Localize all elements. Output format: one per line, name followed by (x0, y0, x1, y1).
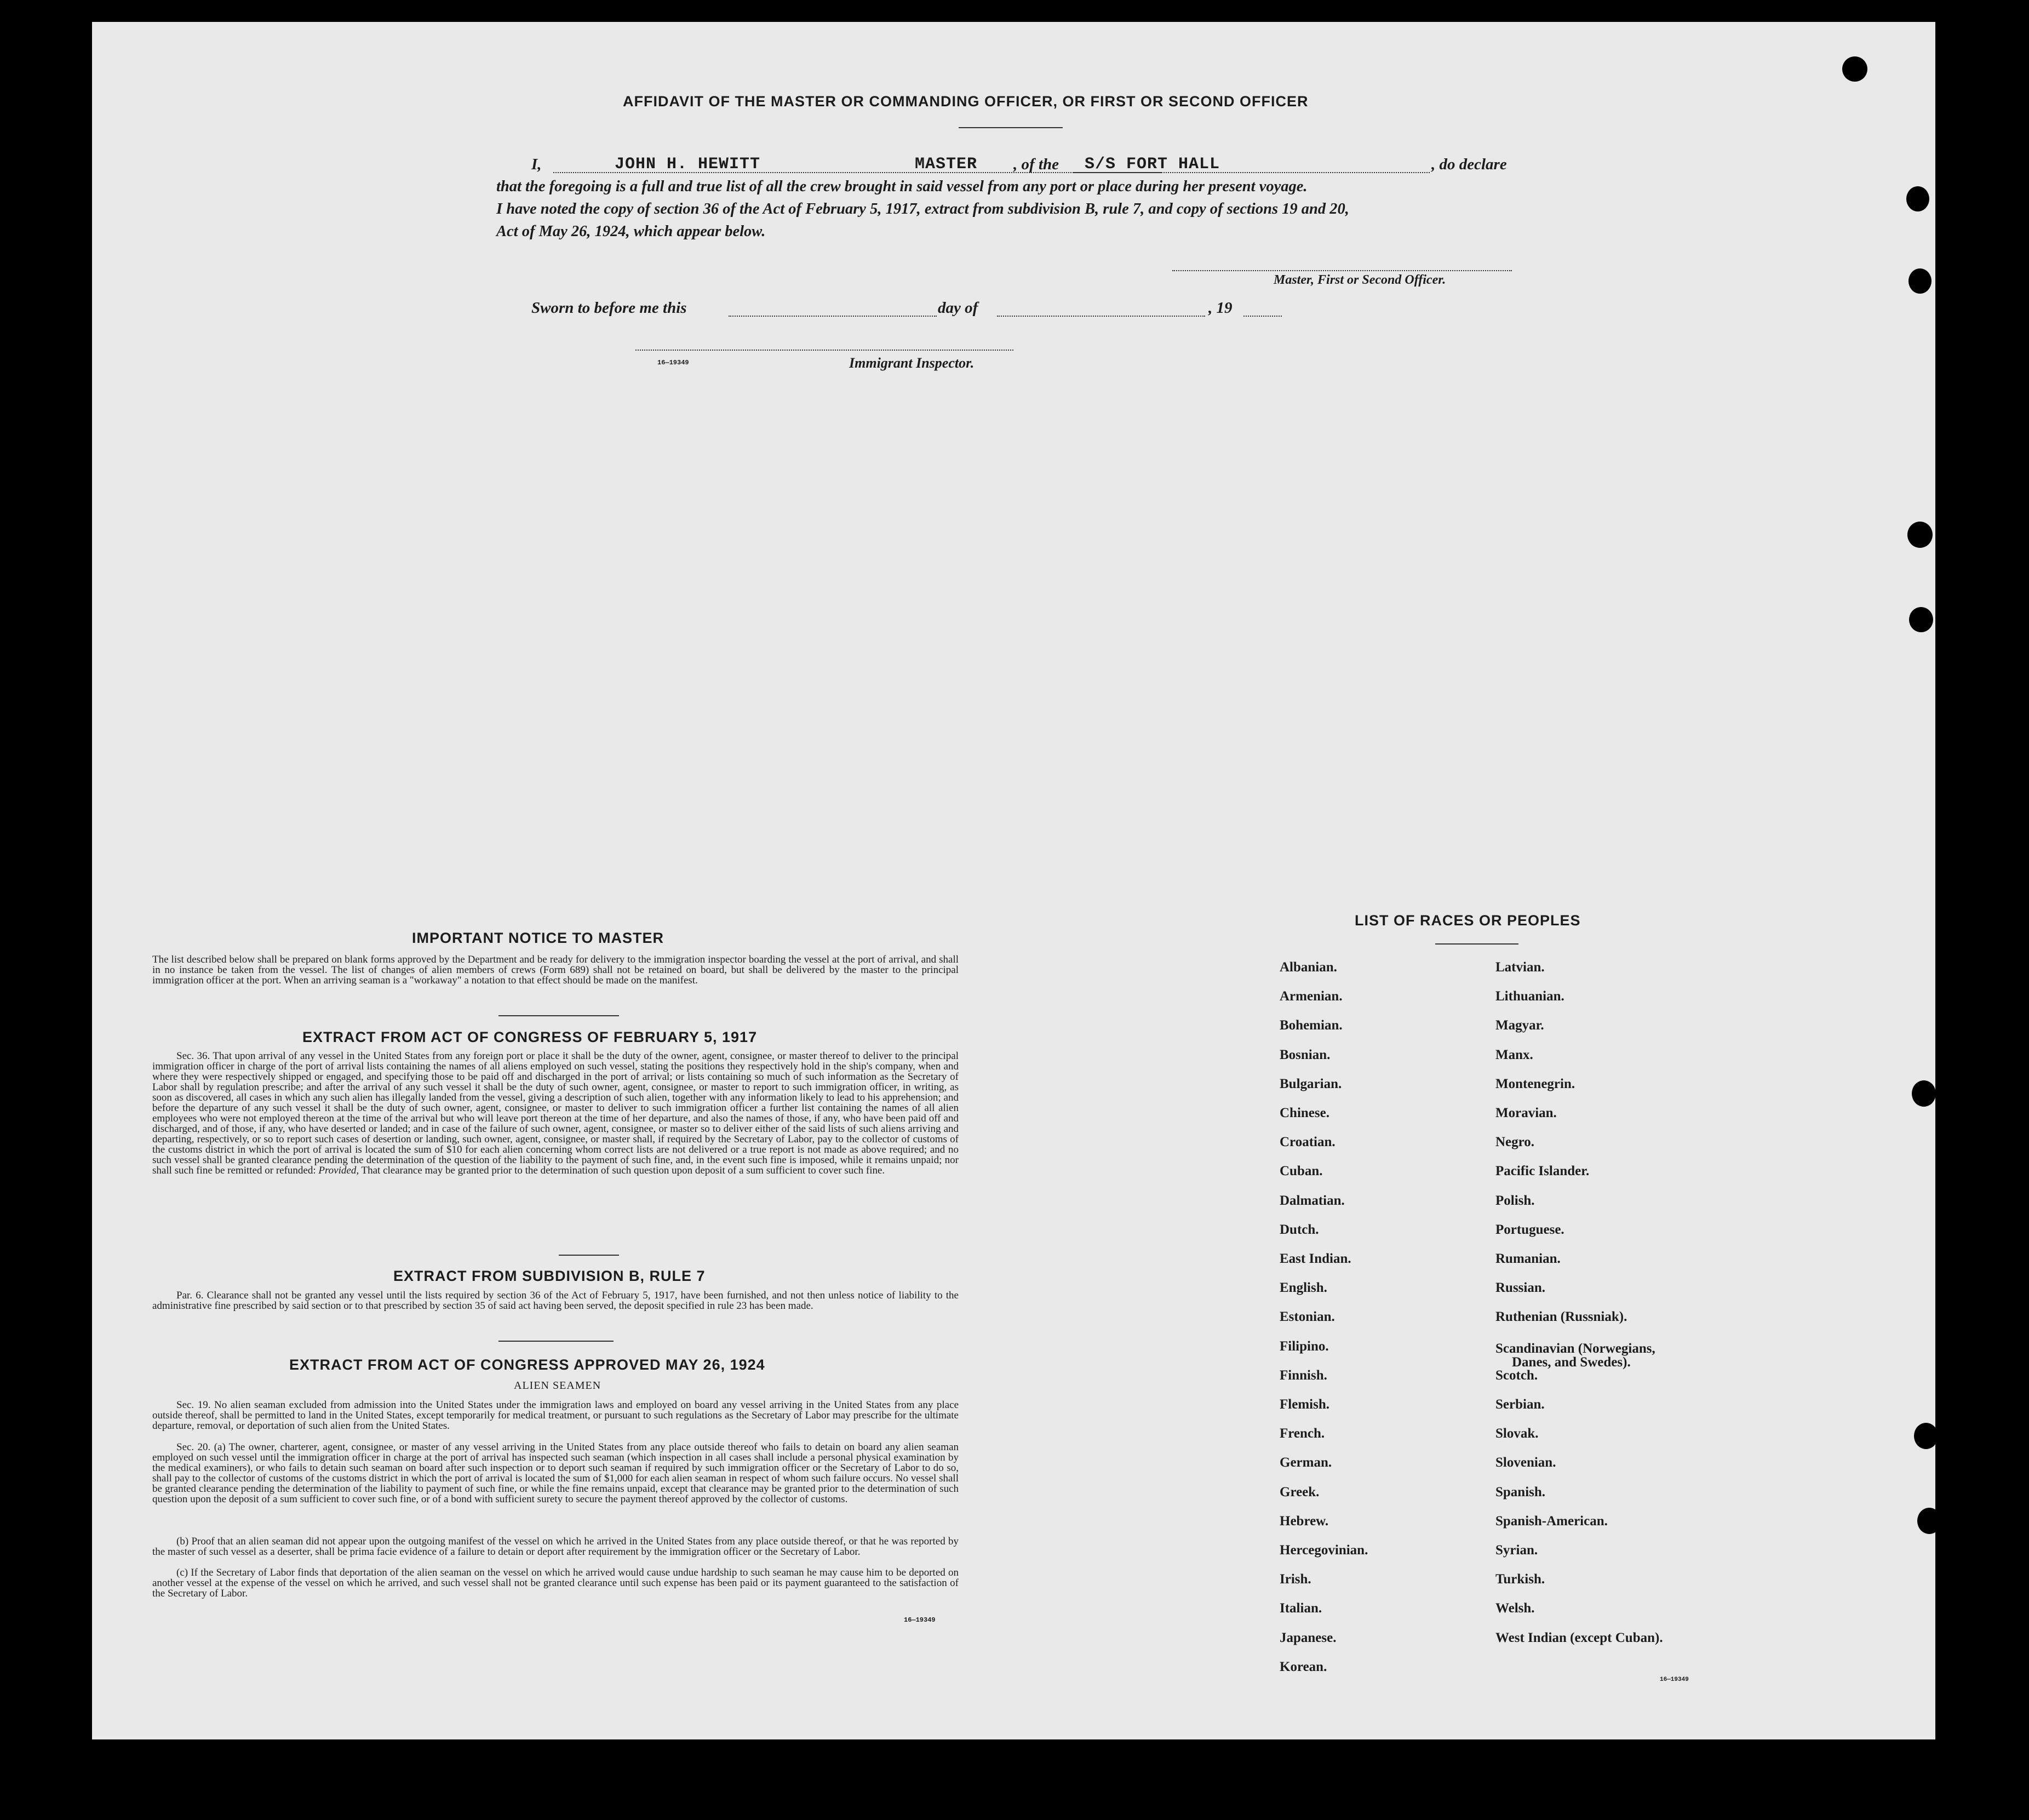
race-item: Bohemian. (1280, 1018, 1343, 1033)
divider (498, 1341, 614, 1342)
race-item: Dutch. (1280, 1222, 1319, 1237)
section-19-label: Sec. 19. (176, 1399, 211, 1411)
race-item: Greek. (1280, 1485, 1320, 1500)
race-item: West Indian (except Cuban). (1495, 1630, 1663, 1645)
race-item: Scandinavian (Norwegians, (1495, 1341, 1655, 1356)
rank-field[interactable]: MASTER (915, 155, 978, 174)
declaration-line-1 (531, 153, 1534, 176)
race-item: French. (1280, 1426, 1325, 1441)
sworn-day-field[interactable] (729, 316, 937, 317)
section-19-body: No alien seaman excluded from admission into the United States under the immigration laws and employed on board any vessel arriving in the United States from any place outside thereof, shall be permitted to land in the United States, except temporarily for medical treatment, or pursuant to such regulations as the Secretary of Labor may prescribe for the ultimate departure, removal, or deportation of such alien from the United States. (152, 1399, 959, 1432)
races-title: LIST OF RACES OR PEOPLES (1355, 912, 1581, 929)
race-item: Negro. (1495, 1135, 1535, 1149)
extract-1917-title: EXTRACT FROM ACT OF CONGRESS OF FEBRUARY 5, 1917 (302, 1029, 758, 1045)
race-item: Rumanian. (1495, 1251, 1561, 1266)
race-item: Albanian. (1280, 960, 1337, 975)
sworn-month-field[interactable] (997, 316, 1205, 317)
race-item: Japanese. (1280, 1630, 1337, 1645)
race-item: Estonian. (1280, 1309, 1335, 1324)
punch-hole (1908, 268, 1931, 294)
of-the-text: , of the (1013, 156, 1059, 173)
race-item: German. (1280, 1455, 1332, 1470)
punch-hole (1912, 1080, 1936, 1107)
race-item: Syrian. (1495, 1543, 1538, 1558)
inspector-label: Immigrant Inspector. (849, 355, 975, 371)
day-of-text: day of (938, 299, 978, 317)
divider (1435, 943, 1518, 945)
race-item: Cuban. (1280, 1164, 1323, 1178)
punch-hole (1909, 607, 1933, 632)
race-item: Serbian. (1495, 1397, 1545, 1412)
race-item: Flemish. (1280, 1397, 1329, 1412)
alien-seamen-subtitle: ALIEN SEAMEN (514, 1380, 601, 1392)
race-item: Bulgarian. (1280, 1077, 1342, 1091)
notice-title: IMPORTANT NOTICE TO MASTER (412, 930, 664, 946)
race-item: Lithuanian. (1495, 989, 1564, 1004)
race-item: Welsh. (1495, 1601, 1535, 1616)
section-36-label: Sec. 36. (176, 1050, 210, 1062)
race-item: Portuguese. (1495, 1222, 1564, 1237)
race-item: Slovenian. (1495, 1455, 1556, 1470)
subdivision-b-text: Par. 6. Clearance shall not be granted any vessel until the lists required by section 36 of the Act of February 5, 1917, have been furnished, and not then unless notice of liability to the administrative fine prescribed by said section or to that prescribed by section 35 of said act having been served, the deposit specified in rule 23 has been made. (152, 1290, 959, 1312)
punch-hole (1907, 522, 1933, 548)
punch-hole (1917, 1508, 1941, 1534)
notice-form-number: 16—19349 (904, 1616, 936, 1624)
race-item: English. (1280, 1280, 1327, 1295)
section-19-text (152, 1400, 959, 1431)
declaration-pronoun: I, (531, 156, 542, 173)
race-item: Korean. (1280, 1659, 1327, 1674)
race-item: Pacific Islander. (1495, 1164, 1590, 1178)
race-item: Spanish-American. (1495, 1514, 1608, 1529)
signature-label: Master, First or Second Officer. (1274, 273, 1446, 287)
section-20a-body: (a) The owner, charterer, agent, consignee, or master of any vessel arriving in the United States from any place outside thereof who fails to detain on board any alien seaman employed on such vessel until the immigration officer in charge at the port of arrival has inspected such seaman (which inspection in all cases shall include a personal physical examination by the medical examiners), or who fails to detain such seaman on board after such inspection or to deport such seaman if required by such immigration officer or the Secretary of Labor to do so, shall pay to the collector of customs of the customs district in which the port of arrival is located the sum of $1,000 for each alien seaman in respect of whom such failure occurs. No vessel shall be granted clearance pending the determination of the liability to payment of such fine, or while the fine remains unpaid, except that clearance may be granted prior to the determination of such question upon the deposit of a sum sufficient to cover such fine, or of a bond with sufficient surety to secure the payment thereof approved by the collector of customs. (152, 1441, 959, 1505)
divider (559, 1255, 619, 1256)
title-divider (959, 127, 1063, 128)
race-item: East Indian. (1280, 1251, 1351, 1266)
race-item: Filipino. (1280, 1339, 1329, 1354)
race-item: Slovak. (1495, 1426, 1539, 1441)
race-item: Moravian. (1495, 1106, 1557, 1120)
race-item: Croatian. (1280, 1135, 1336, 1149)
inspector-signature-line (635, 350, 1013, 351)
race-item: Irish. (1280, 1572, 1311, 1587)
section-20b-text: (b) Proof that an alien seaman did not appear upon the outgoing manifest of the vessel on which he arrived in the United States from any place outside thereof, or that he was reported by the master of such vessel as a deserter, shall be prima facie evidence of a failure to detain or deport after requirement by the immigration officer or the Secretary of Labor. (152, 1536, 959, 1558)
race-item: Magyar. (1495, 1018, 1544, 1033)
race-item: Latvian. (1495, 960, 1545, 975)
race-item: Hebrew. (1280, 1514, 1329, 1529)
race-item: Polish. (1495, 1193, 1535, 1208)
signature-line (1172, 270, 1512, 271)
subdivision-b-title: EXTRACT FROM SUBDIVISION B, RULE 7 (393, 1268, 706, 1284)
punch-hole (1906, 186, 1929, 211)
section-36-text (152, 1051, 959, 1176)
declaration-line-3: I have noted the copy of section 36 of the Act of February 5, 1917, extract from subdivision B, rule 7, and copy of sections 19 and 20, (496, 201, 1349, 218)
race-item: Dalmatian. (1280, 1193, 1345, 1208)
races-form-number: 16—19349 (1660, 1676, 1689, 1683)
race-item: Montenegrin. (1495, 1077, 1575, 1091)
notice-text: The list described below shall be prepared on blank forms approved by the Department and be ready for delivery to the immigration inspector boarding the vessel at the port of arrival, and shall in no instance be taken from the vessel. The list of changes of alien members of crews (Form 689) shall not be retained on board, but shall be delivered by the master to the principal immigration officer at the port. When an arriving seaman is a "workaway" a notation to that effect should be made on the manifest. (152, 954, 959, 986)
race-item: Danes, and Swedes). (1512, 1355, 1631, 1370)
sworn-line (531, 297, 1298, 319)
section-20a-text (152, 1442, 959, 1504)
race-item: Ruthenian (Russniak). (1495, 1309, 1627, 1324)
race-item: Hercegovinian. (1280, 1543, 1368, 1558)
extract-1924-title: EXTRACT FROM ACT OF CONGRESS APPROVED MAY 26, 1924 (289, 1357, 765, 1373)
race-item: Finnish. (1280, 1368, 1327, 1383)
affidavit-title: AFFIDAVIT OF THE MASTER OR COMMANDING OFFICER, OR FIRST OR SECOND OFFICER (623, 93, 1309, 110)
section-20-label: Sec. 20. (176, 1441, 211, 1453)
section-36-body: That upon arrival of any vessel in the United States from any foreign port or place it shall be the duty of the owner, agent, consignee, or master thereof to deliver to the principal immigration officer in charge of the port of arrival lists containing the names of all aliens employed on such vessel, stating the positions they respectively hold in the ship's company, when and where they were respectively shipped or engaged, and specifying those to be paid off and discharged in the port of arrival; or lists containing so much of such information as the Secretary of Labor shall by regulation prescribe; and after the arrival of any such vessel it shall be the duty of such owner, agent, consignee, or master to report to such immigration officer, in writing, as soon as discovered, all cases in which any such alien has illegally landed from the vessel, giving a description of such alien, together with any information likely to lead to his apprehension; and before the departure of any such vessel it shall be the duty of such owner, agent, consignee, or master to deliver to such immigration officer a further list containing the names of all alien employees who were not employed thereon at the time of the arrival but who will leave port thereon at the time of her departure, and also the names of those, if any, who have been paid off and discharged, and of those, if any, who have deserted or landed; and in case of the failure of such owner, agent, consignee, or master so to deliver either of the said lists of such aliens arriving and departing, respectively, or so to report such cases of desertion or landing, such owner, agent, consignee, or master shall, if required by the Secretary of Labor, pay to the collector of customs of the customs district in which the port of arrival is located the sum of $10 for each alien concerning whom correct lists are not delivered or a true report is not made as above required; and no such vessel shall be granted clearance pending the determination of the question of the liability to the payment of such fine, and, in the event such fine is imposed, while it remains unpaid; nor shall such fine be remitted or refunded: (152, 1050, 959, 1176)
divider (498, 1015, 619, 1016)
race-item: Spanish. (1495, 1485, 1546, 1500)
punch-hole (1914, 1423, 1938, 1449)
year-prefix: , 19 (1208, 299, 1233, 317)
declaration-line-2: that the foregoing is a full and true list of all the crew brought in said vessel from any port or place during her present voyage. (496, 178, 1308, 195)
proviso-label: Provided, (318, 1165, 359, 1176)
do-declare-text: , do declare (1431, 156, 1507, 173)
punch-hole (1842, 56, 1867, 82)
affidavit-form-number: 16—19349 (657, 359, 689, 367)
vessel-field[interactable]: S/S FORT HALL (1085, 155, 1220, 174)
race-item: Bosnian. (1280, 1048, 1331, 1062)
race-item: Scotch. (1495, 1368, 1538, 1383)
race-item: Armenian. (1280, 989, 1343, 1004)
sworn-year-field[interactable] (1243, 316, 1282, 317)
race-item: Manx. (1495, 1048, 1533, 1062)
sworn-prefix: Sworn to before me this (531, 299, 687, 317)
race-item: Turkish. (1495, 1572, 1545, 1587)
master-name-field[interactable]: JOHN H. HEWITT (615, 155, 761, 174)
section-36-proviso: That clearance may be granted prior to the determination of such question upon deposit of a sum sufficient to cover such fine. (361, 1165, 885, 1176)
section-20c-text: (c) If the Secretary of Labor finds that deportation of the alien seaman on the vessel on which he arrived would cause undue hardship to such seaman he may cause him to be deported on another vessel at the expense of the vessel on which he arrived, and such vessel shall not be granted clearance until such expense has been paid or its payment guaranteed to the satisfaction of the Secretary of Labor. (152, 1567, 959, 1599)
race-item: Russian. (1495, 1280, 1546, 1295)
declaration-line-4: Act of May 26, 1924, which appear below. (496, 223, 766, 240)
race-item: Italian. (1280, 1601, 1322, 1616)
race-item: Chinese. (1280, 1106, 1329, 1120)
